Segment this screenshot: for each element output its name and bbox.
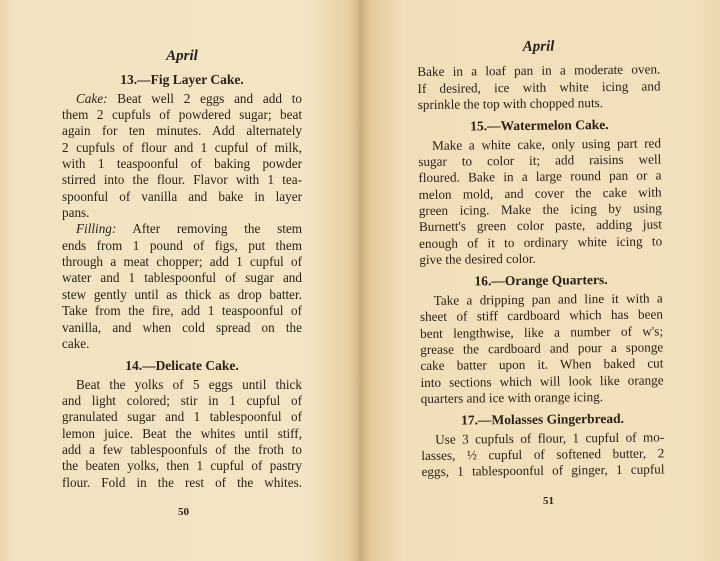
- text-line: vanilla, and when cold spread on the: [62, 319, 302, 335]
- text-line: water and 1 tablespoonful of sugar and: [62, 270, 302, 286]
- text-line: sprinkle the top with chopped nuts.: [417, 95, 604, 113]
- recipe-heading: 16.—Orange Quarters.: [474, 272, 608, 289]
- text-line: Use 3 cupfuls of flour, 1 cupful of mo-: [435, 428, 665, 447]
- text-line: them 2 cupfuls of powdered sugar; beat: [62, 107, 302, 123]
- text-line: Cake: Beat well 2 eggs and add to: [76, 90, 302, 106]
- paragraph: [62, 377, 302, 491]
- paragraph: [421, 429, 665, 481]
- text-line: cake batter upon it. When baked cut: [420, 355, 664, 374]
- text-line: quarters and ice with orange icing.: [420, 388, 604, 406]
- text-line: add a few tablespoonfuls of the froth to: [62, 441, 302, 457]
- recipe-heading: 14.—Delicate Cake.: [125, 358, 239, 374]
- text-line: give the desired color.: [419, 250, 536, 268]
- text-line: grease the cardboard and pour a sponge: [420, 339, 664, 357]
- running-head: April: [522, 38, 555, 55]
- text-line: lemon juice. Beat the whites until stiff,: [62, 425, 302, 441]
- text-line: eggs, 1 tablespoonful of ginger, 1 cupful: [421, 461, 665, 480]
- text-line: granulated sugar and 1 tablespoonful of: [62, 409, 302, 425]
- text-line: enough of it to ordinary white icing to: [419, 233, 663, 251]
- right-page-text: [417, 37, 665, 480]
- text-line: cake.: [62, 335, 90, 351]
- text-line: lasses, ½ cupful of softened butter, 2: [421, 445, 665, 463]
- text-line: melon mold, and cover the cake with: [418, 184, 662, 202]
- recipe-heading: 13.—Fig Layer Cake.: [120, 72, 244, 88]
- text-line: sugar to color it; add raisins well: [418, 151, 662, 170]
- text-line: stew gently until as thick as drop batter.: [62, 286, 302, 302]
- text-line: Bake in a loaf pan in a moderate oven.: [417, 61, 661, 80]
- page-number: 51: [543, 495, 554, 507]
- right-page-body: [417, 62, 664, 481]
- text-line: with 1 teaspoonful of baking powder: [62, 156, 302, 172]
- text-line: 2 cupfuls of flour and 1 cupful of milk,: [62, 139, 302, 155]
- left-page-text: [62, 48, 302, 491]
- paragraph: [418, 135, 662, 268]
- recipe-heading: 17.—Molasses Gingerbread.: [460, 411, 624, 428]
- text-line: into sections which will look like orange: [420, 371, 664, 390]
- subsection-label: Filling:: [76, 221, 117, 237]
- left-page-body: [62, 72, 302, 491]
- text-line: Filling: After removing the stem: [76, 221, 302, 237]
- text-line: spoonful of vanilla and bake in layer: [62, 188, 302, 204]
- text-line: Take a dripping pan and line it with a: [433, 290, 663, 308]
- right-page: [360, 0, 720, 561]
- text-line: ends from 1 pound of figs, put them: [62, 237, 302, 253]
- text-line: sheet of stiff cardboard which has been: [419, 306, 663, 325]
- subsection-label: Cake:: [76, 90, 108, 106]
- text-line: pans.: [62, 205, 90, 221]
- paragraph: [62, 221, 302, 352]
- text-line: Make a white cake, only using part red: [432, 135, 662, 153]
- text-line: flour. Fold in the rest of the whites.: [62, 474, 302, 490]
- text-line: green icing. Make the icing by using: [418, 200, 662, 219]
- paragraph: [420, 290, 664, 407]
- running-head: April: [166, 48, 198, 64]
- text-line: bent lengthwise, like a number of w's;: [419, 322, 664, 341]
- text-line: through a meat chopper; add 1 cupful of: [62, 254, 302, 270]
- text-line: If desired, ice with white icing and: [417, 78, 661, 96]
- text-line: Take from the fire, add 1 teaspoonful of: [62, 303, 302, 319]
- paragraph: [417, 62, 661, 114]
- text-line: stirred into the flour. Flavor with 1 tea-: [62, 172, 302, 188]
- text-line: and light colored; stir in 1 cupful of: [62, 392, 302, 408]
- text-line: the beaten yolks, then 1 cupful of pastry: [62, 458, 302, 474]
- text-line: floured. Bake in a large round pan or a: [418, 167, 662, 186]
- text-line: Burnett's green color paste, adding just: [418, 216, 663, 235]
- page-number: 50: [178, 506, 189, 518]
- recipe-heading: 15.—Watermelon Cake.: [470, 117, 609, 134]
- text-line: Beat the yolks of 5 eggs until thick: [76, 376, 302, 392]
- text-line: again for ten minutes. Add alternately: [62, 123, 302, 139]
- paragraph: [62, 91, 302, 222]
